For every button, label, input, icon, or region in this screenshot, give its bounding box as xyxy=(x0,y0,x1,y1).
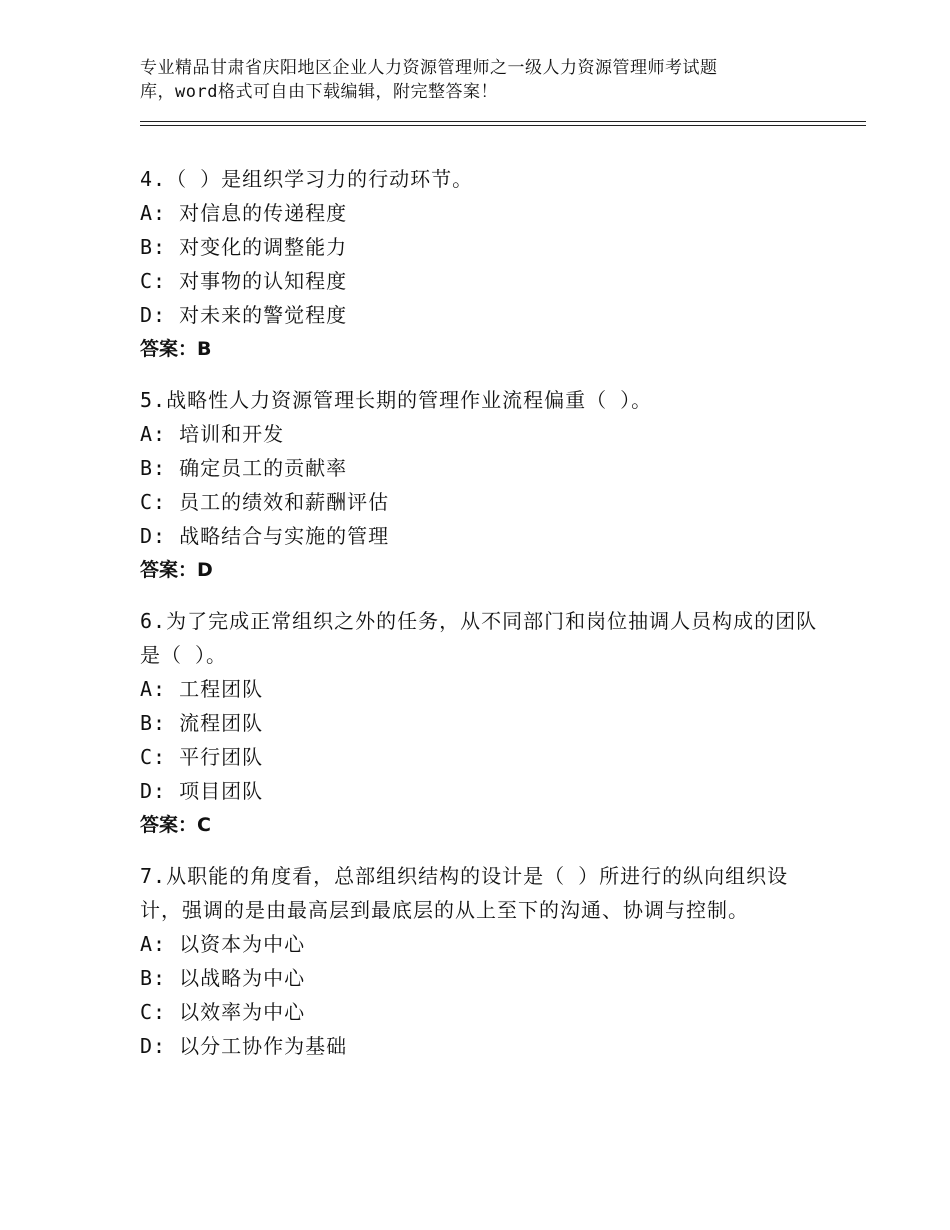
option-text: 员工的绩效和薪酬评估 xyxy=(179,490,390,514)
answer-label: 答案：D xyxy=(140,559,213,581)
option-text: 以战略为中心 xyxy=(179,966,306,990)
option-letter: B: xyxy=(140,456,167,480)
option-c xyxy=(140,485,820,519)
option-a xyxy=(140,927,820,961)
question-stem: 4.（ ）是组织学习力的行动环节。 xyxy=(140,167,474,191)
header-line-2: 库，word格式可自由下载编辑，附完整答案！ xyxy=(140,82,498,102)
option-a xyxy=(140,417,820,451)
option-text: 对信息的传递程度 xyxy=(179,201,348,225)
option-letter: A: xyxy=(140,201,167,225)
option-letter: A: xyxy=(140,677,167,701)
option-c xyxy=(140,995,820,1029)
question-stem: 6.为了完成正常组织之外的任务，从不同部门和岗位抽调人员构成的团队是（ ）。 xyxy=(140,609,818,667)
option-letter: D: xyxy=(140,303,167,327)
option-letter: A: xyxy=(140,932,167,956)
header-line-1: 专业精品甘肃省庆阳地区企业人力资源管理师之一级人力资源管理师考试题 xyxy=(140,58,718,78)
option-text: 以资本为中心 xyxy=(179,932,306,956)
question-stem: 5.战略性人力资源管理长期的管理作业流程偏重（ ）。 xyxy=(140,388,653,412)
option-letter: B: xyxy=(140,711,167,735)
question-stem: 7.从职能的角度看，总部组织结构的设计是（ ）所进行的纵向组织设计，强调的是由最高层到最底层的从上至下的沟通、协调与控制。 xyxy=(140,864,789,922)
option-d xyxy=(140,519,820,553)
option-d xyxy=(140,1029,820,1063)
option-a xyxy=(140,196,820,230)
option-text: 工程团队 xyxy=(179,677,264,701)
option-text: 对未来的警觉程度 xyxy=(179,303,348,327)
question-list xyxy=(140,162,820,1080)
option-text: 对变化的调整能力 xyxy=(179,235,348,259)
option-text: 对事物的认知程度 xyxy=(179,269,348,293)
question-5 xyxy=(140,383,820,587)
answer-label: 答案：B xyxy=(140,338,212,360)
option-letter: B: xyxy=(140,235,167,259)
option-letter: D: xyxy=(140,779,167,803)
option-letter: B: xyxy=(140,966,167,990)
option-letter: C: xyxy=(140,490,167,514)
option-letter: D: xyxy=(140,1034,167,1058)
option-b xyxy=(140,451,820,485)
option-text: 以分工协作为基础 xyxy=(179,1034,348,1058)
option-a xyxy=(140,672,820,706)
option-text: 平行团队 xyxy=(179,745,264,769)
option-text: 战略结合与实施的管理 xyxy=(179,524,390,548)
option-c xyxy=(140,740,820,774)
option-text: 流程团队 xyxy=(179,711,264,735)
header-divider-bottom xyxy=(140,125,866,126)
option-letter: C: xyxy=(140,745,167,769)
option-letter: A: xyxy=(140,422,167,446)
question-6 xyxy=(140,604,820,842)
question-4 xyxy=(140,162,820,366)
option-d xyxy=(140,298,820,332)
option-c xyxy=(140,264,820,298)
option-letter: C: xyxy=(140,1000,167,1024)
option-b xyxy=(140,230,820,264)
option-text: 以效率为中心 xyxy=(179,1000,306,1024)
option-text: 项目团队 xyxy=(179,779,264,803)
header-divider-top xyxy=(140,121,866,122)
option-b xyxy=(140,706,820,740)
option-d xyxy=(140,774,820,808)
answer-label: 答案：C xyxy=(140,814,211,836)
document-header xyxy=(140,56,780,104)
question-7 xyxy=(140,859,820,1063)
option-b xyxy=(140,961,820,995)
option-letter: D: xyxy=(140,524,167,548)
option-text: 确定员工的贡献率 xyxy=(179,456,348,480)
option-text: 培训和开发 xyxy=(179,422,285,446)
option-letter: C: xyxy=(140,269,167,293)
